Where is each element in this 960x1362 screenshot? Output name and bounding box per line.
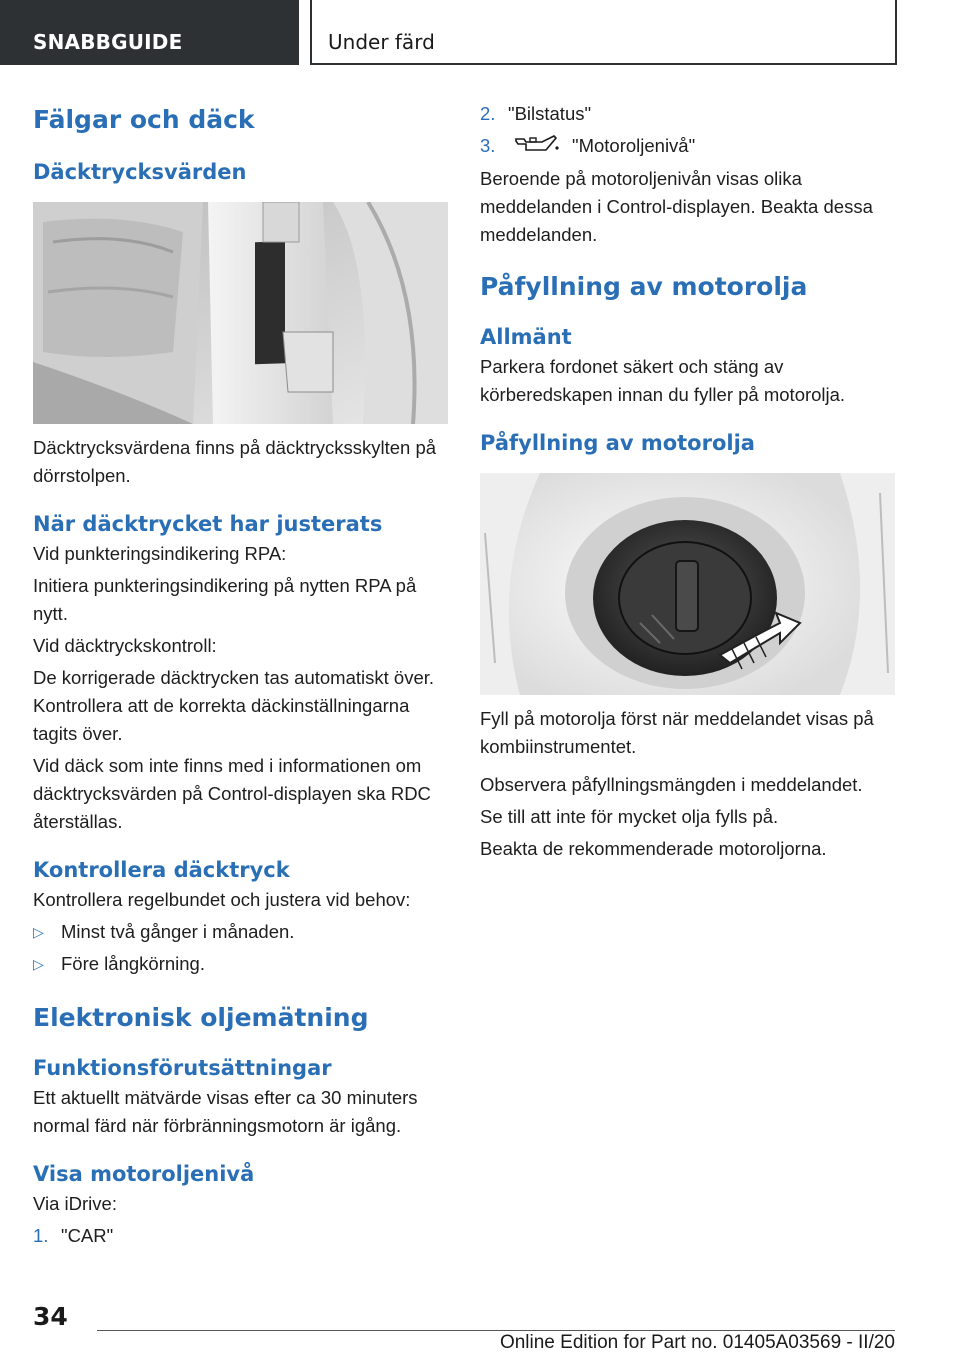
list-item [33,918,448,946]
dacktryck-info: Däcktrycksvärdena finns på däcktrycksskylten på dörrstolpen. [33,437,437,486]
step-number: 3. [480,135,496,156]
oil-cap-photo [480,473,895,695]
step-text: "CAR" [61,1225,114,1246]
section-title: SNABBGUIDE [33,30,183,54]
triangle-bullet-icon: ▷ [33,956,44,972]
rdc-text: De korrigerade däcktrycken tas automatiskt över. Kontrollera att de korrekta däckinställningarna tagits över. [33,667,435,744]
step-number: 2. [480,103,496,124]
step-text: "Bilstatus" [508,103,592,124]
step-number: 1. [33,1225,49,1246]
door-pillar-illustration [33,202,448,424]
heading-pafyllning: Påfyllning av motorolja [480,272,808,302]
heading-dacktrycksvarden: Däcktrycksvärden [33,160,247,184]
rpa-label: Vid punkteringsindikering RPA: [33,543,287,564]
footer-divider [97,1330,895,1331]
heading-justerats: När däcktrycket har justerats [33,512,383,536]
rdc-label: Vid däcktryckskontroll: [33,635,217,656]
parkera-text: Parkera fordonet säkert och stäng av körberedskapen innan du fyller på motorolja. [480,356,846,406]
beroende-text: Beroende på motoroljenivån visas olika meddelanden i Control-displayen. Beakta dessa meddelanden. [480,168,873,246]
edition-text: Online Edition for Part no. 01405A03569 - II/20 [499,1332,895,1353]
list-item [33,1222,448,1250]
chapter-tab [310,0,897,65]
heading-allmant: Allmänt [480,325,572,350]
heading-funktion: Funktionsförutsättningar [33,1056,332,1080]
heading-oljematning: Elektronisk oljemätning [33,1003,369,1032]
left-column [33,100,448,1250]
oil-cap-illustration [480,473,895,695]
chapter-title: Under färd [328,30,435,54]
page-number: 34 [33,1302,68,1331]
heading-visa: Visa motoroljenivå [33,1162,255,1186]
beakta-text: Beakta de rekommenderade motoroljorna. [480,838,827,860]
fyll-text: Fyll på motorolja först när meddelandet visas på kombiinstrumentet. [480,708,874,758]
list-item [33,950,448,978]
via-idrive: Via iDrive: [33,1193,117,1214]
setill-text: Se till att inte för mycket olja fylls på. [480,806,779,828]
section-tab [0,0,299,65]
list-item [480,132,895,161]
door-pillar-photo [33,202,448,424]
observera-text: Observera påfyllningsmängden i meddelandet. [480,774,863,796]
rdc-reset: Vid däck som inte finns med i informationen om däcktrycksvärden på Control-displayen ska RDC återställas. [33,755,431,832]
list-item [480,100,895,128]
heading-falgar: Fälgar och däck [33,105,255,134]
funktion-text: Ett aktuellt mätvärde visas efter ca 30 minuters normal färd när förbränningsmotorn är igång. [33,1087,418,1136]
kontrollera-text: Kontrollera regelbundet och justera vid behov: [33,889,411,910]
oil-can-icon [514,133,560,161]
heading-kontrollera: Kontrollera däcktryck [33,858,290,882]
right-column [480,100,895,863]
bullet-text: Före långkörning. [61,953,205,974]
step-text: "Motoroljenivå" [572,135,696,156]
heading-pafyllning-sub: Påfyllning av motorolja [480,431,755,456]
rpa-text: Initiera punkteringsindikering på nytten RPA på nytt. [33,575,417,624]
triangle-bullet-icon: ▷ [33,924,44,940]
bullet-text: Minst två gånger i månaden. [61,921,295,942]
